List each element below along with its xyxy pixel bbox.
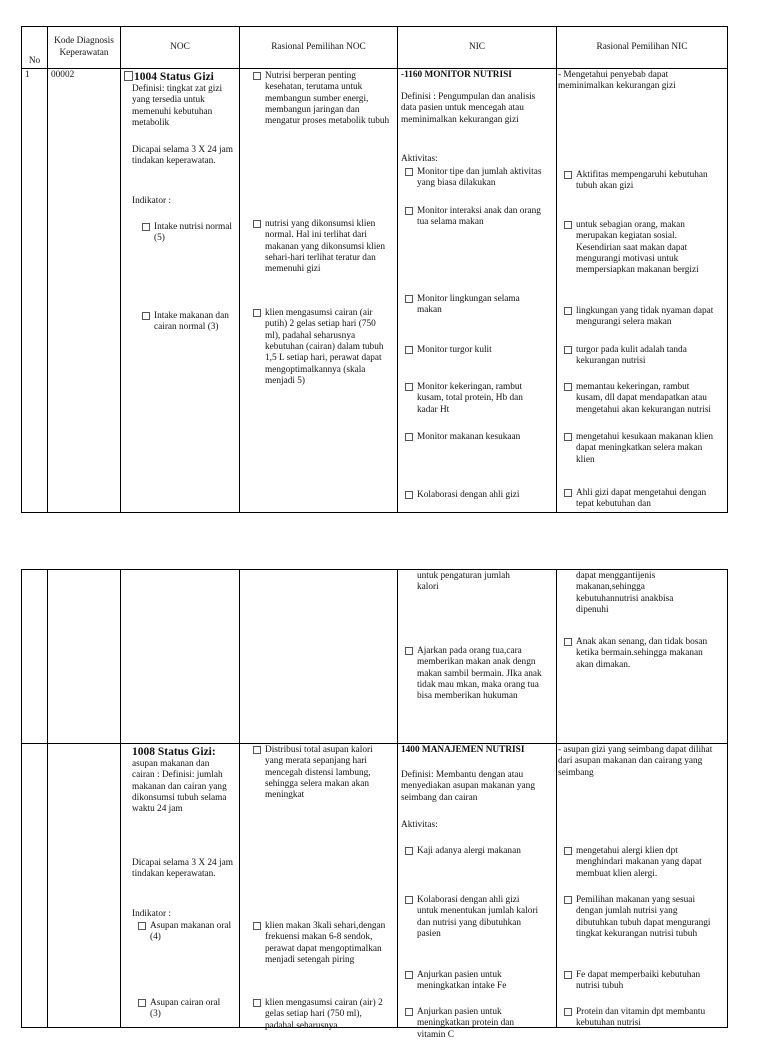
rasional-nic-continued-text: dapat menggantijenis makanan,sehingga kebutuhannutrisi anakbisa dipenuhi — [576, 571, 674, 615]
rasional-nic-item: memantau kekeringan, rambut kusam, dll dapat mendapatkan atau mengetahui akan kekurangan nutrisi — [564, 382, 718, 416]
nic-activity-item: Ajarkan pada orang tua,cara memberikan makan anak dengn makan sambil bermain. JIka anak tidak mau mkan, maka orang tua bisa memberikan hukuman — [405, 646, 547, 703]
rasional-nic-intro: - asupan gizi yang seimbang dapat dilihat dari asupan makanan dan cairang yang seimbang — [558, 745, 713, 778]
rasional-nic-item: turgor pada kulit adalah tanda kekurangan nutrisi — [564, 345, 718, 368]
table-header-row — [22, 27, 728, 69]
care-plan-table-page-2 — [21, 569, 728, 1040]
nic-title: 1400 MANAJEMEN NUTRISI — [401, 745, 525, 755]
rasional-nic-item: lingkungan yang tidak nyaman dapat mengurangi selera makan — [564, 306, 718, 329]
rasional-nic-cell — [557, 69, 728, 513]
nic-activity-item: Monitor interaksi anak dan orang tua selama makan — [405, 206, 541, 229]
nic-activity-item: Kolaborasi dengan ahli gizi — [405, 490, 545, 501]
rasional-noc-cell — [240, 69, 398, 513]
header-noc: NOC — [121, 27, 240, 69]
noc-definition: asupan makanan dan cairan : Definisi: jumlah makanan dan cairan yang dikonsumsi tubuh selama waktu 24 jam — [132, 759, 227, 815]
rasional-noc-item: klien makan 3kali sehari,dengan frekuensi makan 6-8 sendok, perawat dapat mengoptimalkan menjadi setengah piring — [253, 921, 390, 966]
rasional-noc-cell — [240, 744, 398, 1031]
noc-title: 1008 Status Gizi: — [132, 746, 216, 758]
header-rasional-nic: Rasional Pemilihan NIC — [557, 27, 728, 69]
header-nic: NIC — [398, 27, 557, 69]
noc-indikator-label: Indikator : — [132, 909, 171, 919]
row-number — [22, 744, 48, 1028]
rasional-nic-item: Ahli gizi dapat mengetahui dengan tepat kebutuhan dan — [564, 488, 718, 511]
nic-activity-item: Monitor lingkungan selama makan — [405, 294, 541, 317]
rasional-noc-item: klien mengasumsi cairan (air) 2 gelas setiap hari (750 ml), padahal seharusnya — [253, 998, 392, 1032]
rasional-nic-item: Fe dapat memperbaiki kebutuhan nutrisi tubuh — [564, 970, 716, 993]
noc-cell — [121, 69, 240, 513]
rasional-nic-item: mengetahui alergi klien dpt menghindari makanan yang dapat membuat klien alergi. — [564, 846, 716, 880]
table-row — [22, 744, 728, 1028]
nic-cell — [398, 69, 557, 513]
noc-cell — [121, 570, 240, 744]
header-kode-diagnosis: Kode Diagnosis Keperawatan — [48, 27, 121, 69]
row-number: 1 — [22, 69, 48, 513]
noc-target: Dicapai selama 3 X 24 jam tindakan keperawatan. — [132, 858, 233, 880]
noc-target: Dicapai selama 3 X 24 jam tindakan keperawatan. — [132, 145, 233, 167]
rasional-nic-item: untuk sebagian orang, makan merupakan kegiatan sosial. Kesendirian saat makan dapat mengurangi motivasi untuk mempersiapkan makanan bergizi — [564, 220, 718, 277]
rasional-nic-cell — [557, 570, 728, 744]
nic-cell — [398, 570, 557, 744]
noc-indicator-item: Intake makanan dan cairan normal (3) — [142, 311, 234, 334]
nic-activity-item: Monitor tipe dan jumlah aktivitas yang biasa dilakukan — [405, 167, 549, 190]
diagnosis-code — [48, 570, 121, 744]
rasional-nic-item: Aktifitas mempengaruhi kebutuhan tubuh akan gizi — [564, 170, 718, 193]
rasional-nic-item: mengetahui kesukaan makanan klien dapat meningkatkan selera makan klien — [564, 432, 718, 466]
header-no: No — [22, 27, 48, 69]
noc-title: 1004 Status Gizi — [124, 70, 236, 84]
table-row — [22, 570, 728, 744]
nic-continued-text: untuk pengaturan jumlah kalori — [417, 571, 510, 593]
rasional-noc-item: klien mengasumsi cairan (air putih) 2 gelas setiap hari (750 ml), padahal seharusnya kebutuhan (cairan) dalam tubuh 1,5 L setiap hari, perawat dapat mengoptimalkannya (skala menjadi 5) — [253, 308, 386, 387]
nic-definition: Definisi : Pengumpulan dan analisis data pasien untuk mencegah atau meminimalkan kekurangan gizi — [401, 92, 536, 125]
diagnosis-code: 00002 — [48, 69, 121, 513]
nic-activity-item: Kolaborasi dengan ahli gizi untuk menentukan jumlah kalori dan nutrisi yang dibutuhkan pasien — [405, 895, 541, 940]
nic-activity-item: Monitor makanan kesukaan — [405, 432, 545, 443]
rasional-nic-item: Protein dan vitamin dpt membantu kebutuhan nutrisi — [564, 1007, 716, 1030]
nic-aktivitas-label: Aktivitas: — [401, 820, 438, 830]
nic-activity-item: Anjurkan pasien untuk meningkatkan protein dan vitamin C — [405, 1007, 541, 1041]
rasional-nic-item: Anak akan senang, dan tidak bosan ketika bermain.sehingga makanan akan dimakan. — [564, 637, 716, 671]
nic-activity-item: Kaji adanya alergi makanan — [405, 846, 549, 857]
noc-indicator-item: Asupan makanan oral (4) — [138, 921, 232, 944]
noc-indicator-item: Intake nutrisi normal (5) — [142, 222, 232, 245]
rasional-nic-item: Pemilihan makanan yang sesuai dengan jumlah nutrisi yang dibutuhkan tubuh dapat mengurangi tingkat kekurangan nutrisi tubuh — [564, 895, 718, 940]
care-plan-table-page-1 — [21, 26, 728, 513]
table-row — [22, 69, 728, 513]
nic-cell — [398, 744, 557, 1040]
nic-title: -1160 MONITOR NUTRISI — [401, 70, 512, 80]
noc-cell — [121, 744, 240, 1028]
row-number — [22, 570, 48, 744]
rasional-noc-item: Nutrisi berperan penting kesehatan, terutama untuk membangun sumber energi, membangun jaringan dan mengatur proses metabolik tubuh — [253, 71, 390, 128]
diagnosis-code — [48, 744, 121, 1028]
noc-indicator-item: Asupan cairan oral (3) — [138, 998, 222, 1021]
nic-definition: Definisi: Membantu dengan atau menyediakan asupan makanan yang seimbang dan cairan — [401, 770, 535, 803]
rasional-noc-cell — [240, 570, 398, 744]
noc-definition: Definisi: tingkat zat gizi yang tersedia untuk memenuhi kebutuhan metabolik — [132, 84, 223, 128]
noc-indikator-label: Indikator : — [132, 196, 171, 206]
nic-aktivitas-label: Aktivitas: — [401, 154, 438, 164]
nic-activity-item: Anjurkan pasien untuk meningkatkan intake Fe — [405, 970, 541, 993]
nic-activity-item: Monitor turgor kulit — [405, 345, 545, 356]
rasional-noc-item: Distribusi total asupan kalori yang merata sepanjang hari mencegah distensi lambung, sehingga selera makan akan meningkat — [253, 745, 390, 802]
rasional-noc-item: nutrisi yang dikonsumsi klien normal. Hal ini terlihat dari makanan yang dikonsumsi klien sehari-hari terlihat teratur dan memenuhi gizi — [253, 219, 386, 276]
header-rasional-noc: Rasional Pemilihan NOC — [240, 27, 398, 69]
rasional-nic-intro: - Mengetahui penyebab dapat meminimalkan kekurangan gizi — [558, 70, 676, 92]
nic-activity-item: Monitor kekeringan, rambut kusam, total protein, Hb dan kadar Ht — [405, 382, 545, 416]
rasional-nic-cell — [557, 744, 728, 1028]
